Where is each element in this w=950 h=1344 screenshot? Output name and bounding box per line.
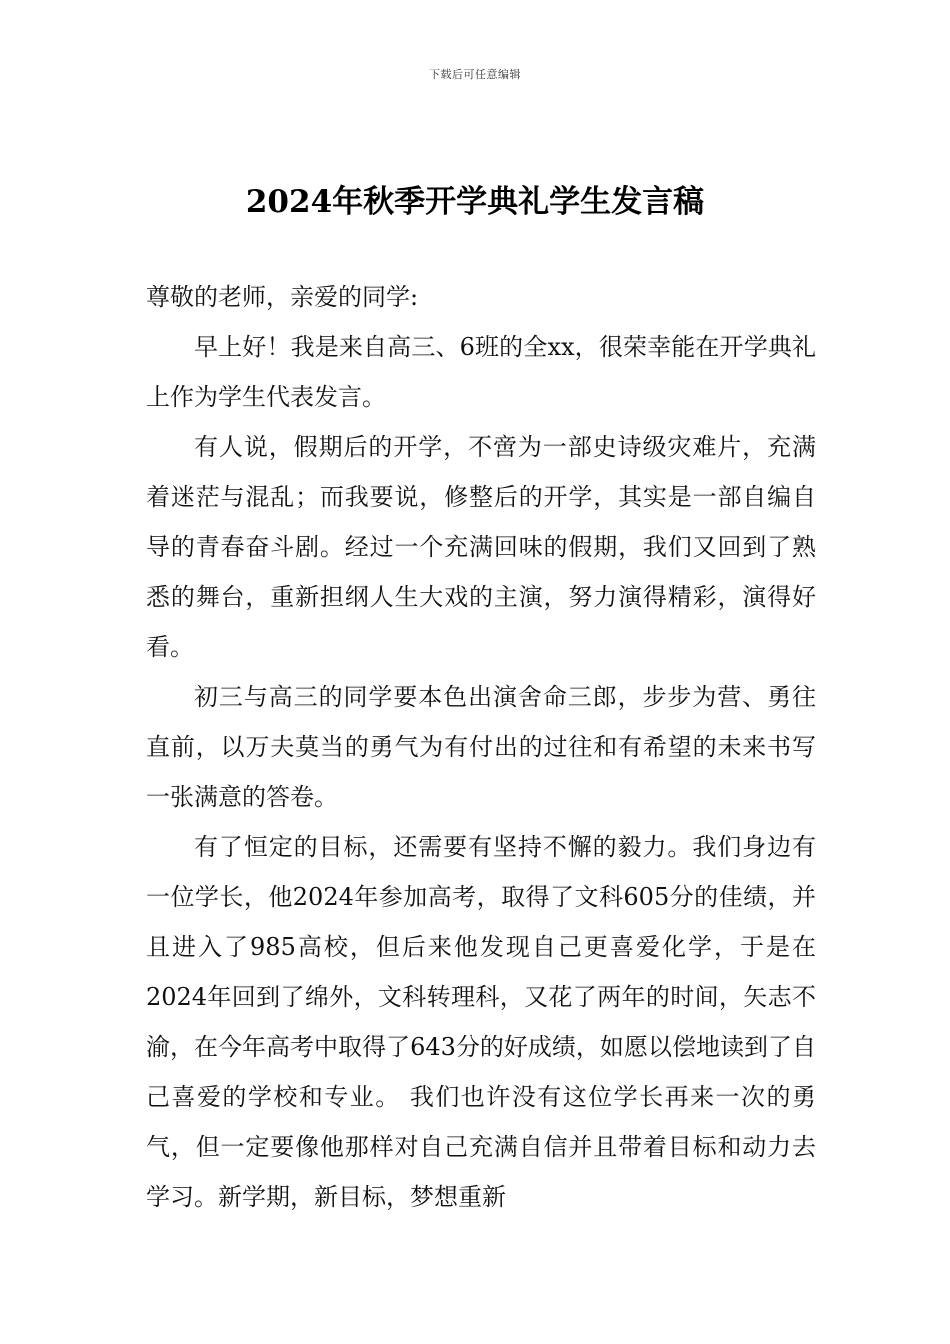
document-title: 2024年秋季开学典礼学生发言稿 — [245, 184, 705, 220]
paragraph-graduating-classes: 初三与高三的同学要本色出演舍命三郎，步步为营、勇往直前，以万夫莫当的勇气为有付出的过往和有希望的未来书写一张满意的答卷。 — [146, 683, 816, 811]
document-body — [146, 272, 816, 1222]
header-note: 下载后可任意编辑 — [429, 68, 521, 81]
paragraph-perseverance: 有了恒定的目标，还需要有坚持不懈的毅力。我们身边有一位学长，他2024年参加高考，取得了文科605分的佳绩，并且进入了985高校，但后来他发现自己更喜爱化学，于是在2024年回到了绵外，文科转理科，又花了两年的时间，矢志不渝，在今年高考中取得了643分的好成绩，如愿以偿地读到了自己喜爱的学校和专业。 我们也许没有这位学长再来一次的勇气，但一定要像他那样对自己充满自信并且带着目标和动力去学习。新学期，新目标，梦想重新 — [146, 833, 816, 1211]
paragraph-new-semester: 有人说，假期后的开学，不啻为一部史诗级灾难片，充满着迷茫与混乱；而我要说，修整后的开学，其实是一部自编自导的青春奋斗剧。经过一个充满回味的假期，我们又回到了熟悉的舞台，重新担纲人生大戏的主演，努力演得精彩，演得好看。 — [146, 433, 816, 661]
salutation: 尊敬的老师，亲爱的同学: — [146, 283, 419, 311]
paragraph-greeting: 早上好！我是来自高三、6班的全xx，很荣幸能在开学典礼上作为学生代表发言。 — [146, 333, 816, 411]
